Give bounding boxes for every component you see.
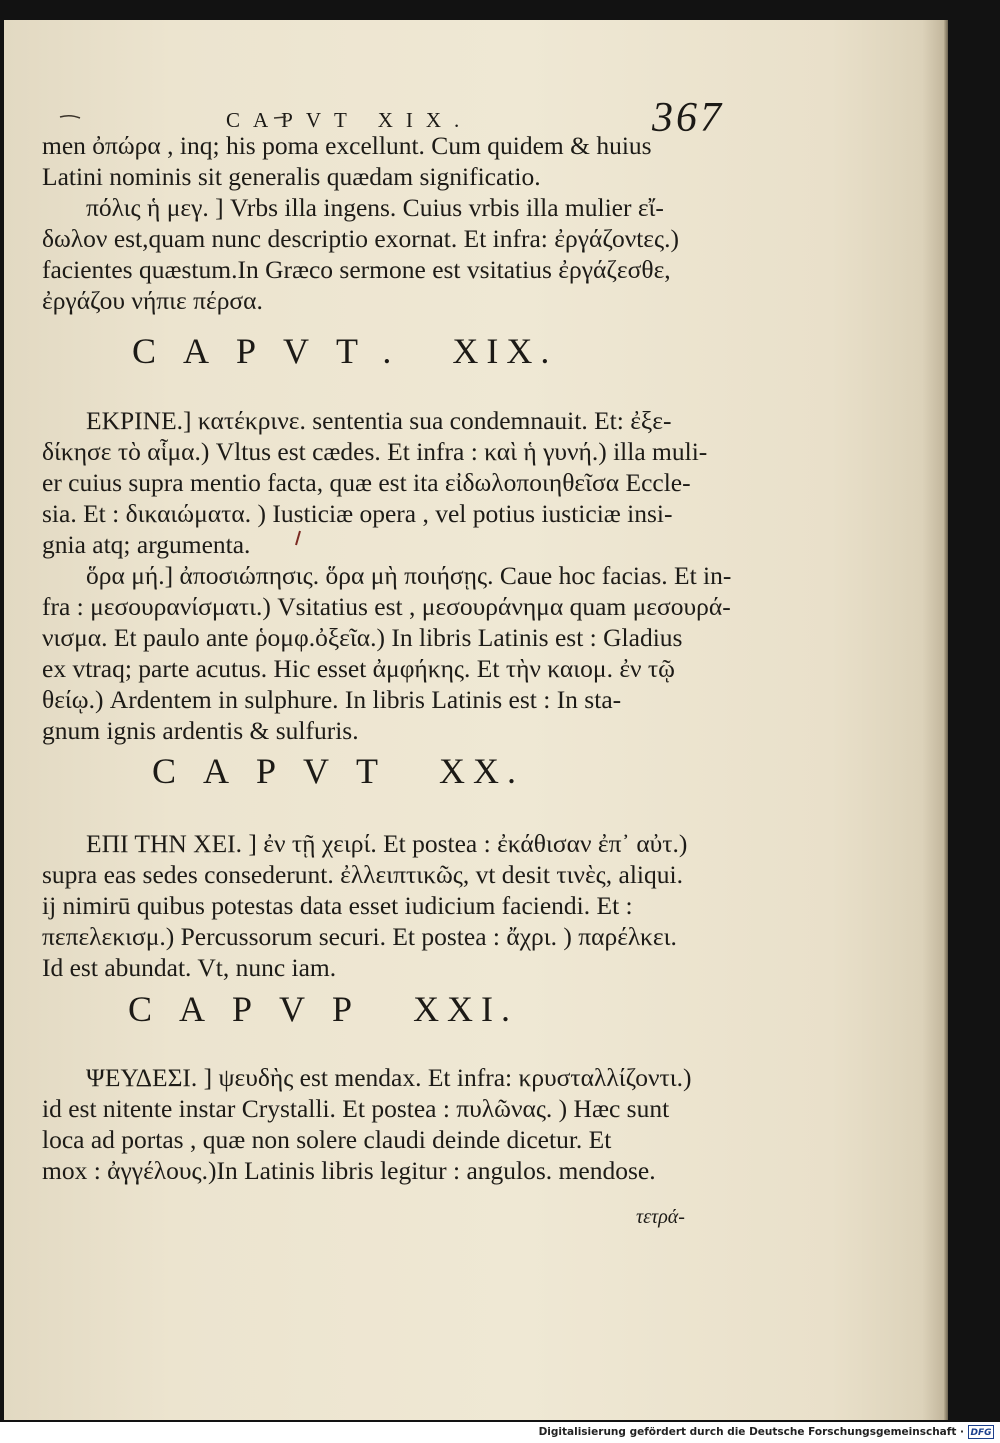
book-page <box>4 20 944 1420</box>
text-block-chapter-19 <box>42 405 732 746</box>
chapter-heading-number: XX. <box>439 751 525 791</box>
funding-credit: Digitalisierung gefördert durch die Deutsche Forschungsgemeinschaft · <box>538 1426 964 1438</box>
text-block-intro <box>42 130 732 316</box>
text-line: ex vtraq; parte acutus. Hic esset ἀμφήκης. Et τὴν καιομ. ἐν τῷ <box>42 654 675 683</box>
text-block-chapter-20 <box>42 828 732 983</box>
text-line: πεπελεκισμ.) Percussorum securi. Et postea : ἄχρι. ) παρέλκει. <box>42 922 677 951</box>
text-line: ἐργάζου νήπιε πέρσα. <box>42 286 263 315</box>
chapter-heading-label: CAPVP <box>128 989 380 1029</box>
text-line: νισμα. Et paulo ante ῥομφ.ὀξεῖα.) In libris Latinis est : Gladius <box>42 623 683 652</box>
text-line: δίκησε τὸ αἷμα.) Vltus est cædes. Et infra : καὶ ἡ γυνή.) illa muli- <box>42 437 708 466</box>
text-line: ij nimirū quibus potestas data esset iudicium faciendi. Et : <box>42 891 633 920</box>
page-shadow <box>922 20 944 1420</box>
text-line: gnia atq; argumenta. <box>42 530 251 559</box>
text-line: πόλις ἡ μεγ. ] Vrbs illa ingens. Cuius vrbis illa mulier εἴ- <box>86 193 664 222</box>
text-line: id est nitente instar Crystalli. Et postea : πυλῶνας. ) Hæc sunt <box>42 1094 670 1123</box>
chapter-heading-19 <box>132 330 832 372</box>
text-line: loca ad portas , quæ non solere claudi deinde dicetur. Et <box>42 1125 612 1154</box>
text-line: Latini nominis sit generalis quædam significatio. <box>42 162 541 191</box>
catchword: τετρά- <box>636 1206 685 1228</box>
text-line: δωλον est,quam nunc descriptio exornat. Et infra: ἐργάζονtες.) <box>42 224 679 253</box>
text-line: ὅρα μή.] ἀποσιώπησις. ὅρα μὴ ποιήσῃς. Caue hoc facias. Et in- <box>86 561 732 590</box>
dfg-logo: DFG <box>968 1425 994 1439</box>
chapter-heading-21 <box>128 988 828 1030</box>
footer-bar <box>0 1422 1000 1443</box>
text-line: gnum ignis ardentis & sulfuris. <box>42 716 359 745</box>
chapter-heading-number: XIX. <box>452 331 558 371</box>
chapter-heading-number: XXI. <box>413 989 519 1029</box>
text-line: supra eas sedes consederunt. ἐλλειπτικῶς, vt desit τινὲς, aliqui. <box>42 860 683 889</box>
text-line: fra : μεσουρανίσματι.) Vsitatius est , μεσουράνημα quam μεσουρά- <box>42 592 731 621</box>
text-line: er cuius supra mentio facta, quæ est ita εἰδωλοποιηθεῖσα Eccle- <box>42 468 691 497</box>
page-edge <box>944 20 948 1420</box>
text-line: ΕΚΡΙΝΕ.] κατέκρινε. sententia sua condemnauit. Et: ἐξε- <box>86 406 672 435</box>
page-number: 367 <box>652 95 724 141</box>
chapter-heading-label: CAPVT. <box>132 331 419 371</box>
text-line: sia. Et : δικαιώματα. ) Iusticiæ opera , vel potius iusticiæ insi- <box>42 499 673 528</box>
text-block-chapter-21 <box>42 1062 732 1186</box>
text-line: θείῳ.) Ardentem in sulphure. In libris Latinis est : In sta- <box>42 685 622 714</box>
chapter-heading-20 <box>152 750 852 792</box>
running-head-title: CAPVT XIX. <box>226 108 473 132</box>
text-line: men ὀπώρα , inq; his poma excellunt. Cum quidem & huius <box>42 131 652 160</box>
text-line: mox : ἀγγέλους.)In Latinis libris legitur : angulos. mendose. <box>42 1156 656 1185</box>
text-line: ΨΕΥΔΕΣΙ. ] ψευδὴς est mendax. Et infra: κρυσταλλίζοντι.) <box>86 1063 692 1092</box>
chapter-heading-label: CAPVT <box>152 751 406 791</box>
text-line: facientes quæstum.In Græco sermone est vsitatius ἐργάζεσθε, <box>42 255 671 284</box>
text-line: Id est abundat. Vt, nunc iam. <box>42 953 337 982</box>
text-line: ΕΠΙ ΤΗΝ ΧΕΙ. ] ἐν τῇ χειρί. Et postea : ἐκάθισαν ἐπ᾽ αὐτ.) <box>86 829 688 858</box>
